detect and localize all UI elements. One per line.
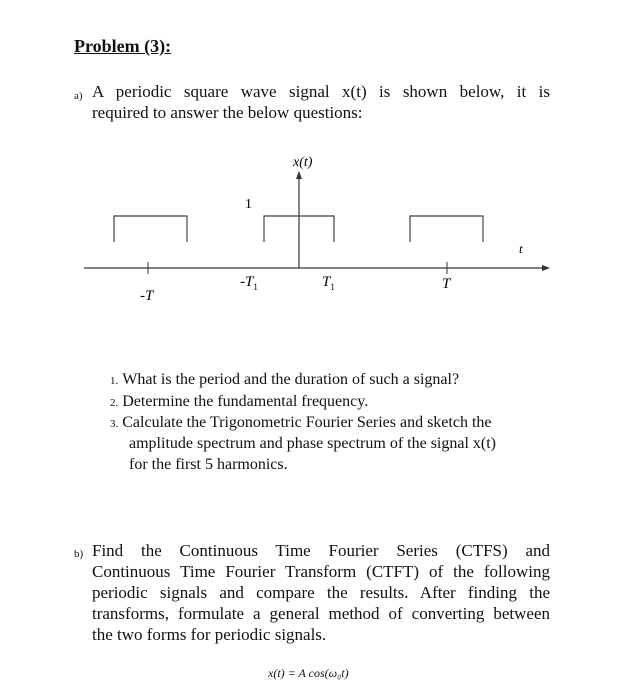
part-a-marker: a) — [74, 90, 83, 102]
question-3-text-line-3: for the first 5 harmonics. — [129, 456, 288, 473]
tick-label-T1-sub: 1 — [330, 282, 335, 292]
t-axis-label: t — [519, 241, 523, 256]
question-1-text: What is the period and the duration of such a signal? — [122, 371, 460, 388]
question-3-text-line-2: amplitude spectrum and phase spectrum of the signal x(t) — [129, 435, 497, 452]
question-2-text: Determine the fundamental frequency. — [122, 393, 369, 410]
question-1-number: 1. — [110, 375, 119, 387]
time-axis-arrow — [542, 265, 550, 271]
question-2-number: 2. — [110, 397, 119, 409]
problem-heading: Problem (3): — [74, 36, 172, 56]
formula: x(t) = A cos(ω₀t) — [268, 666, 349, 680]
part-a-line-2: required to answer the below questions: — [92, 103, 363, 122]
question-3 — [110, 412, 492, 435]
tick-label-neg-T1 — [240, 274, 258, 292]
question-3-number: 3. — [110, 418, 119, 430]
part-b-text — [92, 540, 550, 645]
question-2 — [110, 391, 368, 414]
signal-label: x(t) — [293, 155, 313, 170]
tick-label-neg-T1-sub: 1 — [253, 282, 258, 292]
tick-label-T: T — [442, 276, 451, 292]
part-b-line-3: periodic signals and compare the results. After finding the — [92, 583, 550, 602]
tick-label-neg-T: -T — [140, 288, 154, 304]
part-b-line-2: Continuous Time Fourier Transform (CTFT) of the following — [92, 562, 550, 581]
pulse-left — [114, 216, 187, 242]
question-3-text-line-1: Calculate the Trigonometric Fourier Series and sketch the — [122, 414, 492, 431]
part-b-marker: b) — [74, 548, 84, 560]
part-b-line-5: the two forms for periodic signals. — [92, 625, 327, 644]
pulse-right — [410, 216, 483, 242]
part-b-line-4: transforms, formulate a general method of converting between — [92, 604, 550, 623]
question-1 — [110, 369, 459, 392]
part-b-line-1: Find the Continuous Time Fourier Series (CTFS) and — [92, 541, 550, 560]
tick-label-T1 — [322, 274, 335, 292]
part-a-line-1: A periodic square wave signal x(t) is shown below, it is — [92, 82, 550, 101]
vertical-axis-arrow — [296, 171, 302, 179]
amplitude-label: 1 — [245, 197, 252, 212]
tick-label-neg-T1-base: -T — [240, 274, 254, 290]
tick-label-T1-base: T — [322, 274, 331, 290]
